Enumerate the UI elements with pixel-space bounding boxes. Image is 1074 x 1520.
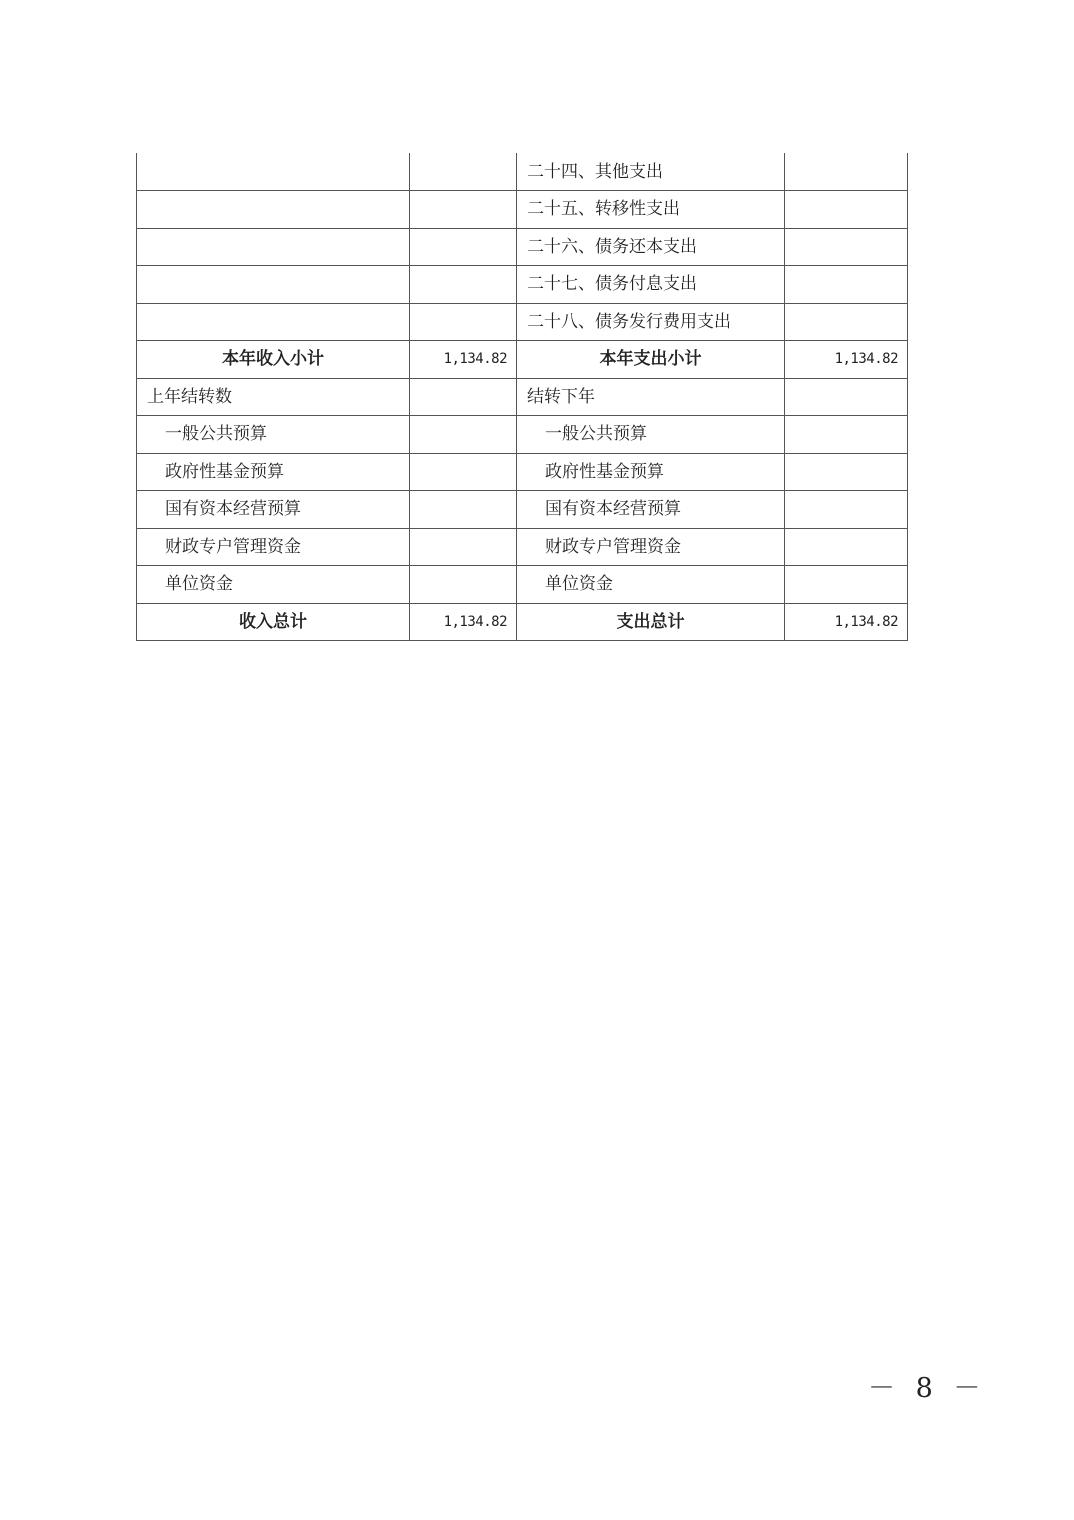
income-amount-cell [410,378,517,416]
expense-carryover-item: 单位资金 [517,566,785,604]
table-row [137,266,908,304]
subtotal-row [137,341,908,379]
expense-amount-cell [785,191,908,229]
expense-amount-cell [785,416,908,454]
income-item-cell [137,191,410,229]
income-amount-cell [410,453,517,491]
page-number: － 8 － [868,1373,987,1404]
expense-amount-cell [785,566,908,604]
income-amount-cell [410,266,517,304]
income-item-cell [137,303,410,341]
income-amount-cell [410,416,517,454]
income-amount-cell [410,566,517,604]
income-amount-cell [410,153,517,191]
table-row [137,228,908,266]
expense-carryover-label: 结转下年 [517,378,785,416]
expense-item-label: 二十五、转移性支出 [517,191,785,229]
table-row [137,153,908,191]
income-amount-cell [410,228,517,266]
expense-carryover-item: 一般公共预算 [517,416,785,454]
expense-subtotal-amount: 1,134.82 [785,341,908,379]
expense-carryover-item: 财政专户管理资金 [517,528,785,566]
income-carryover-label: 上年结转数 [137,378,410,416]
income-carryover-item: 国有资本经营预算 [137,491,410,529]
income-carryover-item: 财政专户管理资金 [137,528,410,566]
income-subtotal-label: 本年收入小计 [137,341,410,379]
table-row [137,303,908,341]
table-row [137,453,908,491]
expense-item-label: 二十四、其他支出 [517,153,785,191]
expense-subtotal-label: 本年支出小计 [517,341,785,379]
income-subtotal-amount: 1,134.82 [410,341,517,379]
income-carryover-item: 一般公共预算 [137,416,410,454]
income-item-cell [137,153,410,191]
expense-total-label: 支出总计 [517,603,785,641]
table-row [137,528,908,566]
income-amount-cell [410,303,517,341]
expense-amount-cell [785,228,908,266]
budget-summary-table [136,153,908,641]
expense-amount-cell [785,153,908,191]
total-row [137,603,908,641]
table-row [137,191,908,229]
income-total-label: 收入总计 [137,603,410,641]
expense-amount-cell [785,266,908,304]
income-item-cell [137,228,410,266]
carryover-header-row [137,378,908,416]
income-total-amount: 1,134.82 [410,603,517,641]
expense-amount-cell [785,453,908,491]
income-carryover-item: 单位资金 [137,566,410,604]
expense-amount-cell [785,491,908,529]
income-item-cell [137,266,410,304]
expense-amount-cell [785,528,908,566]
income-amount-cell [410,528,517,566]
expense-carryover-item: 政府性基金预算 [517,453,785,491]
income-amount-cell [410,491,517,529]
income-carryover-item: 政府性基金预算 [137,453,410,491]
expense-total-amount: 1,134.82 [785,603,908,641]
expense-amount-cell [785,303,908,341]
table-row [137,566,908,604]
expense-item-label: 二十七、债务付息支出 [517,266,785,304]
expense-amount-cell [785,378,908,416]
expense-carryover-item: 国有资本经营预算 [517,491,785,529]
expense-item-label: 二十六、债务还本支出 [517,228,785,266]
income-amount-cell [410,191,517,229]
table-row [137,416,908,454]
table-row [137,491,908,529]
expense-item-label: 二十八、债务发行费用支出 [517,303,785,341]
